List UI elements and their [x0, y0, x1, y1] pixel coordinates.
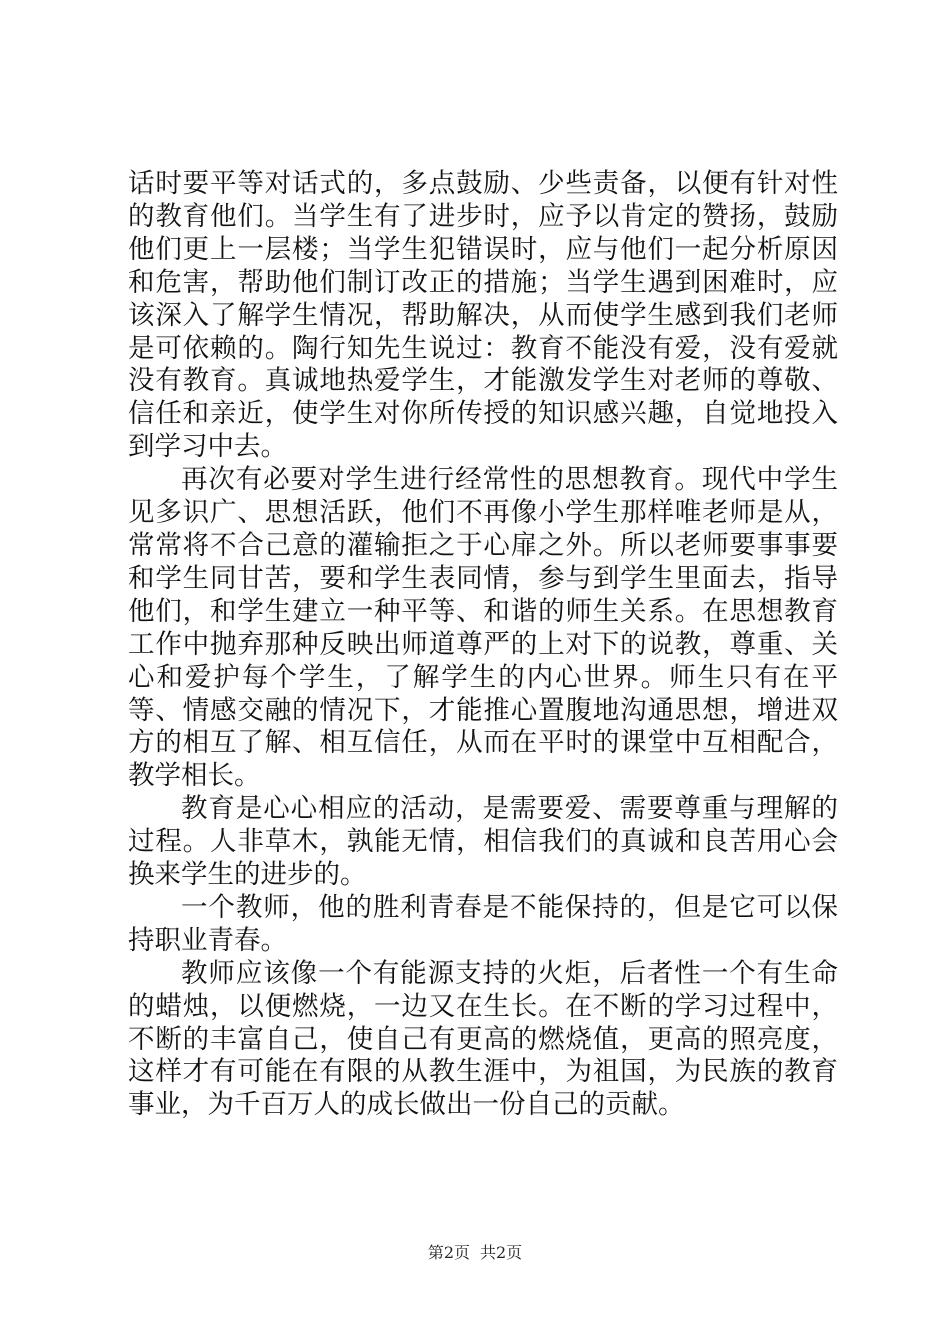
paragraph-3: 教育是心心相应的活动，是需要爱、需要尊重与理解的过程。人非草木，孰能无情，相信我们的真诚和良苦用心会换来学生的进步的。	[128, 793, 838, 891]
paragraph-5: 教师应该像一个有能源支持的火炬，后者性一个有生命的蜡烛，以便燃烧，一边又在生长。在不断的学习过程中，不断的丰富自己，使自己有更高的燃烧值，更高的照亮度，这样才有可能在有限的从教生涯中，为祖国，为民族的教育事业，为千百万人的成长做出一份自己的贡献。	[128, 957, 838, 1121]
paragraph-4: 一个教师，他的胜利青春是不能保持的，但是它可以保持职业青春。	[128, 891, 838, 956]
page-total: 共2页	[480, 1243, 523, 1262]
paragraph-2: 再次有必要对学生进行经常性的思想教育。现代中学生见多识广、思想活跃，他们不再像小学生那样唯老师是从，常常将不合己意的灌输拒之于心扉之外。所以老师要事事要和学生同甘苦，要和学生表同情，参与到学生里面去，指导他们，和学生建立一种平等、和谐的师生关系。在思想教育工作中抛弃那种反映出师道尊严的上对下的说教，尊重、关心和爱护每个学生，了解学生的内心世界。师生只有在平等、情感交融的情况下，才能推心置腹地沟通思想，增进双方的相互了解、相互信任，从而在平时的课堂中互相配合，教学相长。	[128, 464, 838, 792]
page-number: 第2页	[427, 1243, 470, 1262]
page-footer	[0, 1243, 950, 1263]
document-body	[128, 168, 838, 1122]
paragraph-1: 话时要平等对话式的，多点鼓励、少些责备，以便有针对性的教育他们。当学生有了进步时，应予以肯定的赞扬，鼓励他们更上一层楼；当学生犯错误时，应与他们一起分析原因和危害，帮助他们制订改正的措施；当学生遇到困难时，应该深入了解学生情况，帮助解决，从而使学生感到我们老师是可依赖的。陶行知先生说过：教育不能没有爱，没有爱就没有教育。真诚地热爱学生，才能激发学生对老师的尊敬、信任和亲近，使学生对你所传授的知识感兴趣，自觉地投入到学习中去。	[128, 168, 838, 463]
